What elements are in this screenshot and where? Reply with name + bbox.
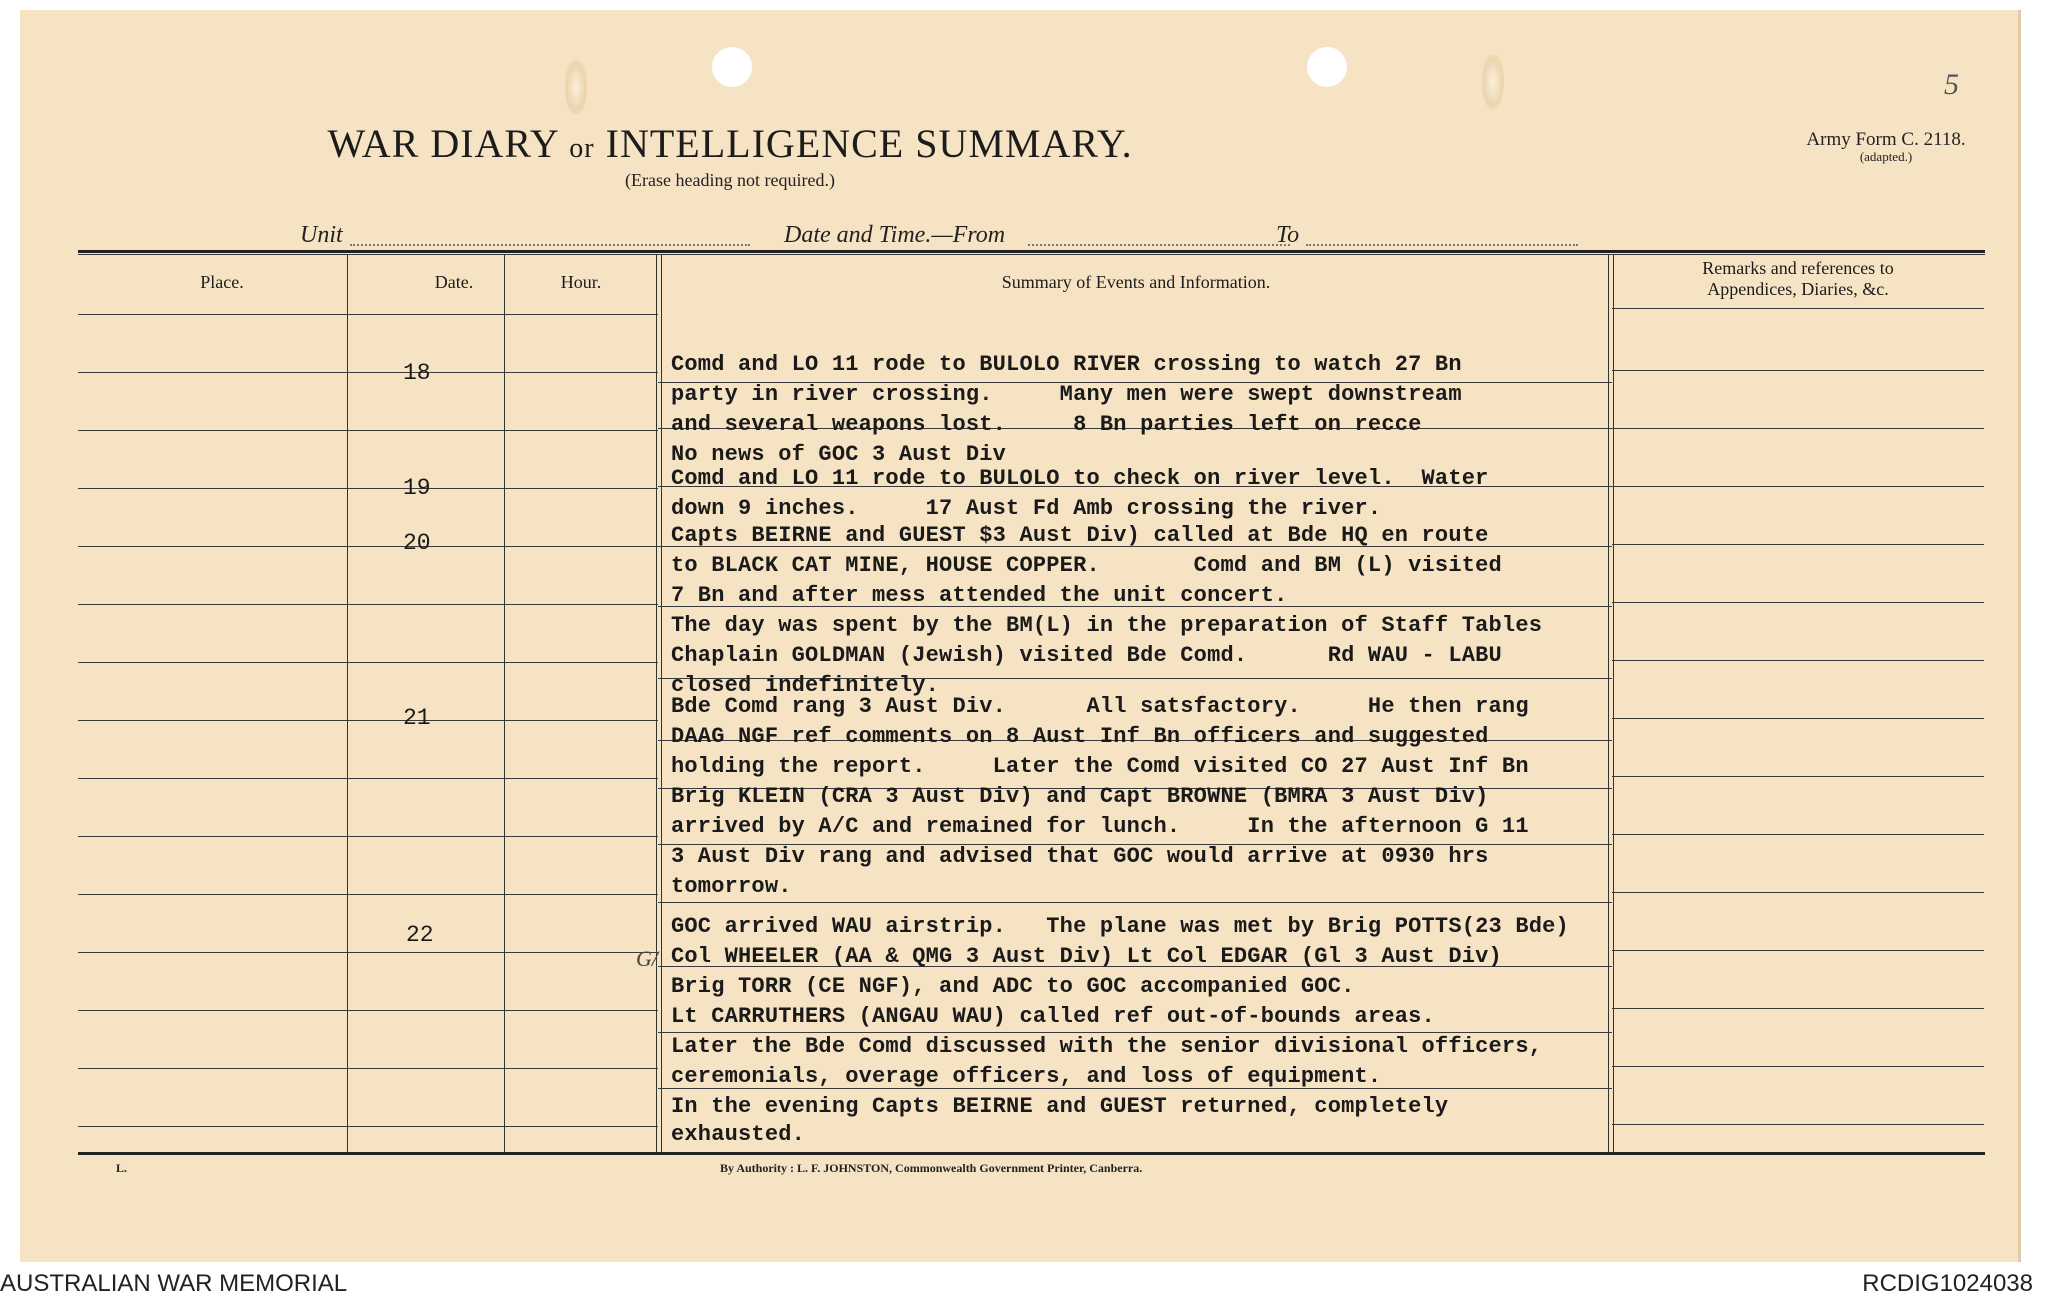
archive-caption-right: RCDIG1024038 xyxy=(1862,1270,2033,1297)
date-entry: 18 xyxy=(403,360,431,386)
diary-line: Comd and LO 11 rode to BULOLO to check on river level. Water xyxy=(671,466,1489,491)
diary-line: Later the Bde Comd discussed with the senior divisional officers, xyxy=(671,1034,1543,1059)
army-form-label xyxy=(1766,130,2006,164)
to-label: To xyxy=(1276,222,1300,248)
header-rule-left xyxy=(78,314,658,315)
header-rule-remarks xyxy=(1612,308,1984,309)
col-divider-hour-summary xyxy=(656,254,662,1152)
row-rule xyxy=(78,1010,658,1011)
row-rule xyxy=(1612,544,1984,545)
diary-line: holding the report. Later the Comd visited CO 27 Aust Inf Bn xyxy=(671,754,1529,779)
row-rule xyxy=(1612,1008,1984,1009)
title-or: or xyxy=(569,133,595,164)
footer-authority: By Authority : L. F. JOHNSTON, Commonwealth Government Printer, Canberra. xyxy=(720,1161,1143,1175)
col-header-summary: Summary of Events and Information. xyxy=(1001,272,1271,292)
diary-line: Comd and LO 11 rode to BULOLO RIVER crossing to watch 27 Bn xyxy=(671,352,1462,377)
diary-line: Col WHEELER (AA & QMG 3 Aust Div) Lt Col EDGAR (Gl 3 Aust Div) xyxy=(671,944,1502,969)
army-form-number: Army Form C. 2118. xyxy=(1806,129,1966,150)
punch-hole-left xyxy=(712,47,752,87)
army-form-adapted: (adapted.) xyxy=(1859,148,1913,164)
diary-line: Brig TORR (CE NGF), and ADC to GOC accompanied GOC. xyxy=(671,974,1355,999)
title-intelligence-summary: INTELLIGENCE SUMMARY. xyxy=(605,121,1133,166)
page-number: 5 xyxy=(1944,68,1959,101)
diary-line: down 9 inches. 17 Aust Fd Amb crossing the river. xyxy=(671,496,1382,521)
row-rule xyxy=(78,604,658,605)
diary-line: The day was spent by the BM(L) in the preparation of Staff Tables xyxy=(671,613,1543,638)
table-top-rule-inner xyxy=(78,254,1985,255)
row-rule xyxy=(78,488,658,489)
row-rule xyxy=(78,430,658,431)
col-divider-date-hour xyxy=(504,254,505,1152)
remarks-header-line1: Remarks and references to xyxy=(1702,258,1894,278)
table-bottom-rule xyxy=(78,1152,1985,1155)
date-entry: 19 xyxy=(403,475,431,501)
col-divider-summary-remarks xyxy=(1608,254,1614,1152)
row-rule xyxy=(1612,950,1984,951)
row-rule xyxy=(1612,602,1984,603)
col-header-hour: Hour. xyxy=(560,272,602,292)
row-rule xyxy=(1612,834,1984,835)
row-rule xyxy=(78,546,658,547)
summary-rule xyxy=(658,1032,1612,1033)
row-rule xyxy=(1612,660,1984,661)
row-rule xyxy=(1612,428,1984,429)
row-rule xyxy=(1612,892,1984,893)
form-subtitle: (Erase heading not required.) xyxy=(625,170,835,190)
row-rule xyxy=(1612,1124,1984,1125)
row-rule xyxy=(78,952,658,953)
col-header-place: Place. xyxy=(200,272,244,292)
row-rule xyxy=(78,372,658,373)
diary-line: closed indefinitely. xyxy=(671,673,940,698)
diary-line: Chaplain GOLDMAN (Jewish) visited Bde Comd. Rd WAU - LABU xyxy=(671,643,1502,668)
col-header-remarks xyxy=(1612,258,1984,299)
handwritten-margin-mark: G/ xyxy=(636,946,658,971)
row-rule xyxy=(78,1126,658,1127)
diary-line: Bde Comd rang 3 Aust Div. All satsfactory. He then rang xyxy=(671,694,1529,719)
diary-line: GOC arrived WAU airstrip. The plane was met by Brig POTTS(23 Bde) xyxy=(671,914,1569,939)
paper-crease-right xyxy=(1482,55,1504,109)
document-sheet xyxy=(20,10,2021,1262)
archive-caption-left: AUSTRALIAN WAR MEMORIAL xyxy=(0,1270,348,1297)
row-rule xyxy=(1612,1066,1984,1067)
row-rule xyxy=(78,894,658,895)
diary-line: exhausted. xyxy=(671,1122,806,1147)
diary-line: 3 Aust Div rang and advised that GOC would arrive at 0930 hrs xyxy=(671,844,1489,869)
row-rule xyxy=(78,720,658,721)
row-rule xyxy=(1612,486,1984,487)
row-rule xyxy=(78,836,658,837)
diary-line: tomorrow. xyxy=(671,874,792,899)
diary-line: Brig KLEIN (CRA 3 Aust Div) and Capt BROWNE (BMRA 3 Aust Div) xyxy=(671,784,1489,809)
diary-line: and several weapons lost. 8 Bn parties left on recce xyxy=(671,412,1422,437)
diary-line: ceremonials, overage officers, and loss of equipment. xyxy=(671,1064,1382,1089)
diary-line: Lt CARRUTHERS (ANGAU WAU) called ref out-of-bounds areas. xyxy=(671,1004,1435,1029)
unit-dotted-field xyxy=(350,244,750,246)
diary-line: DAAG NGF ref comments on 8 Aust Inf Bn officers and suggested xyxy=(671,724,1489,749)
row-rule xyxy=(1612,370,1984,371)
paper-crease-left xyxy=(565,60,587,114)
row-rule xyxy=(1612,776,1984,777)
to-dotted-field xyxy=(1306,244,1578,246)
footer-form-code: L. xyxy=(116,1161,128,1175)
summary-rule xyxy=(658,902,1612,903)
col-header-date: Date. xyxy=(434,272,474,292)
diary-line: 7 Bn and after mess attended the unit concert. xyxy=(671,583,1288,608)
form-title xyxy=(20,120,1440,167)
table-top-rule xyxy=(78,250,1985,253)
row-rule xyxy=(78,662,658,663)
date-entry: 22 xyxy=(406,922,434,948)
punch-hole-right xyxy=(1307,47,1347,87)
diary-line: party in river crossing. Many men were swept downstream xyxy=(671,382,1462,407)
row-rule xyxy=(78,1068,658,1069)
from-dotted-field xyxy=(1028,244,1290,246)
row-rule xyxy=(78,778,658,779)
date-entry: 20 xyxy=(403,530,431,556)
diary-line: In the evening Capts BEIRNE and GUEST returned, completely xyxy=(671,1094,1449,1119)
row-rule xyxy=(1612,718,1984,719)
diary-line: No news of GOC 3 Aust Div xyxy=(671,442,1007,467)
remarks-header-line2: Appendices, Diaries, &c. xyxy=(1707,278,1889,299)
title-war-diary: WAR DIARY xyxy=(327,121,559,166)
date-entry: 21 xyxy=(403,705,431,731)
diary-line: to BLACK CAT MINE, HOUSE COPPER. Comd and BM (L) visited xyxy=(671,553,1502,578)
diary-line: arrived by A/C and remained for lunch. In the afternoon G 11 xyxy=(671,814,1529,839)
col-divider-place-date xyxy=(347,254,348,1152)
unit-label: Unit xyxy=(300,222,343,248)
diary-line: Capts BEIRNE and GUEST $3 Aust Div) called at Bde HQ en route xyxy=(671,523,1489,548)
date-time-label: Date and Time.—From xyxy=(784,222,1006,248)
